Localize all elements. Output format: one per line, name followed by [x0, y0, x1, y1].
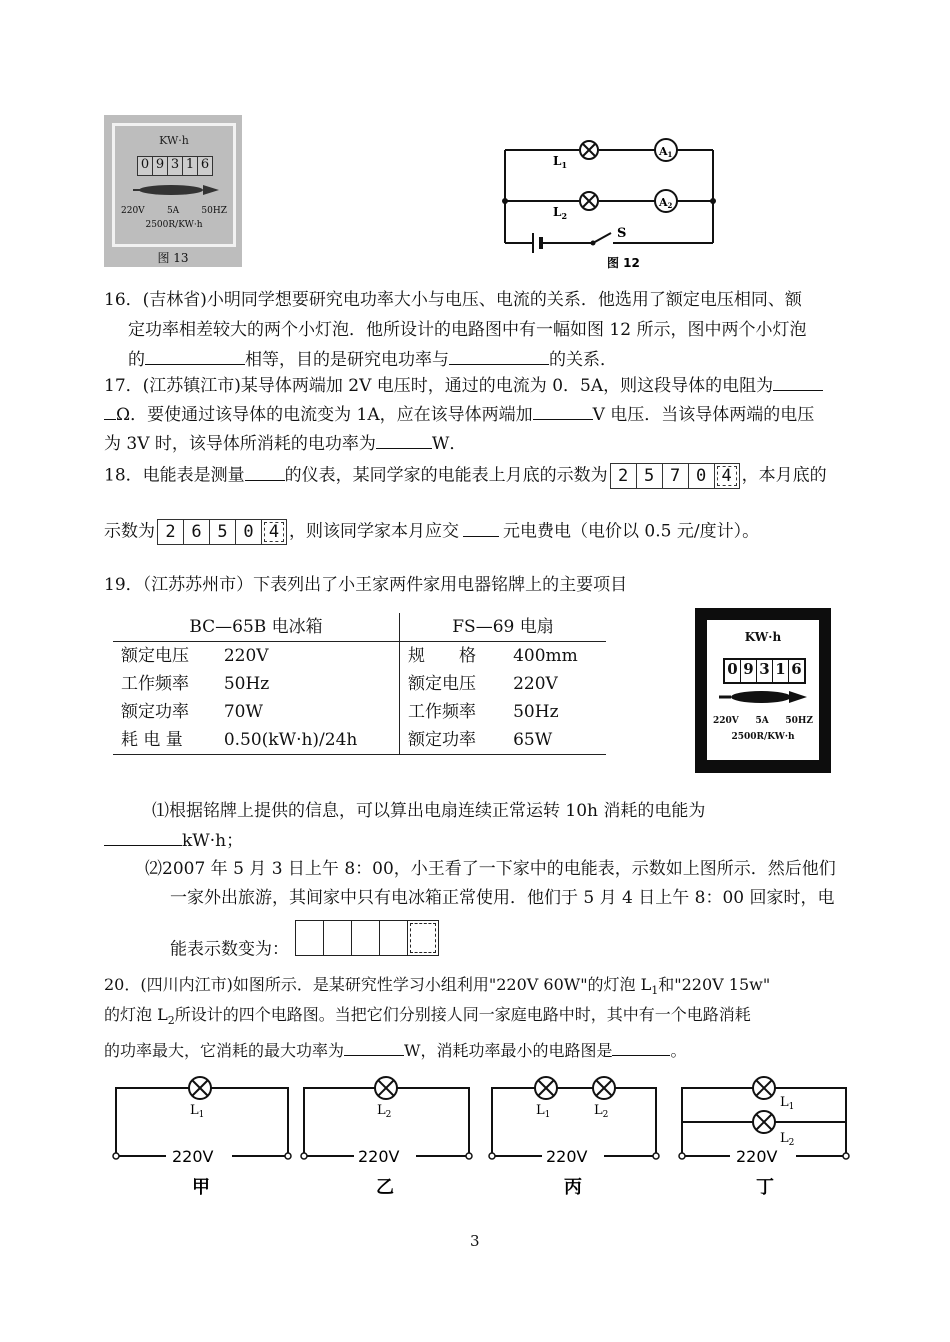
meter-rate: 2500R/KW·h [145, 220, 203, 230]
meter-digit: 0 [138, 157, 153, 175]
meter-digit: 3 [757, 660, 773, 682]
q17-line3 [104, 432, 466, 456]
meter-disc-icon [717, 688, 809, 706]
cell: 50Hz [513, 702, 559, 722]
lamp-L2-label: $L_2$ [780, 1131, 795, 1148]
circuit-voltage: 220V [358, 1147, 400, 1166]
q19-part1-answer [104, 829, 243, 853]
q17-blank-1-cont[interactable] [104, 404, 116, 420]
meter-face [707, 620, 819, 760]
meter-specs [121, 206, 227, 216]
digit: 5 [637, 464, 663, 488]
meter-unit: KW·h [744, 630, 782, 644]
q19-part1: ⑴根据铭牌上提供的信息，可以算出电扇连续正常运转 10h 消耗的电能为 [152, 801, 706, 821]
meter-digit: 9 [741, 660, 757, 682]
meter-voltage: 220V [121, 206, 145, 216]
cell: 0.50(kW·h)/24h [216, 726, 400, 755]
fridge-header: BC—65B 电冰箱 [113, 613, 400, 642]
digit: 7 [663, 464, 689, 488]
meter-digits [723, 658, 806, 684]
appliance-nameplate-table [113, 613, 606, 755]
cell: 400mm [513, 646, 578, 666]
cell: 额定电压 [408, 674, 476, 694]
q17-text: 为 3V 时，该导体所消耗的电功率为 [104, 434, 376, 454]
q17-blank-3[interactable] [376, 433, 432, 449]
cell: 耗 电 量 [113, 726, 216, 755]
table-row [113, 670, 606, 698]
meter-digit: 6 [791, 660, 802, 678]
q18-blank-1[interactable] [245, 465, 285, 481]
meter-unit: KW·h [159, 134, 189, 147]
table-row [113, 726, 606, 755]
q18-text: 示数为 [104, 521, 155, 542]
ammeter-A1-label: A1 [659, 145, 673, 159]
meter-digits [137, 156, 213, 176]
switch-S-label: S [617, 226, 627, 241]
q18-text: ，则该同学家本月应交 [289, 521, 459, 542]
q20-text: 的灯泡 L [104, 1005, 168, 1024]
lamp-L2-label: $L_2$ [553, 205, 568, 221]
meter-rate: 2500R/KW·h [731, 732, 795, 742]
circuit-label-ding: 丁 [756, 1177, 774, 1198]
q20-blank-1[interactable] [344, 1040, 404, 1056]
meter-reading-last-month [610, 463, 740, 489]
q16-blank-1[interactable] [145, 349, 245, 365]
lamp-L2-label: $L_2$ [377, 1103, 392, 1120]
q20-blank-2[interactable] [612, 1040, 670, 1056]
meter-digit: 9 [153, 157, 168, 175]
q16-line3 [128, 348, 617, 372]
q17-line2 [104, 403, 814, 427]
circuit-voltage: 220V [172, 1147, 214, 1166]
q20-text: W，消耗功率最小的电路图是 [404, 1041, 613, 1060]
q18-text: ，本月底的 [741, 465, 827, 486]
meter-digit: 3 [168, 157, 183, 175]
q20-subscript: 1 [651, 984, 659, 998]
q19-intro: 19．（江苏苏州市）下表列出了小王家两件家用电器铭牌上的主要项目 [104, 575, 628, 595]
meter-digit: 0 [725, 660, 741, 682]
q18-line1 [104, 463, 827, 489]
cell: 额定功率 [400, 726, 506, 755]
cell: 70W [216, 698, 400, 726]
q16-blank-2[interactable] [449, 349, 549, 365]
digit: 4 [717, 466, 737, 486]
q19-part2-line3 [170, 932, 439, 968]
digit: 6 [184, 520, 210, 544]
q18-blank-2[interactable] [463, 521, 499, 537]
meter-current: 5A [755, 716, 769, 726]
circuit-label-bing: 丙 [564, 1177, 582, 1198]
q17-blank-2[interactable] [533, 404, 593, 420]
q19-text: 能表示数变为： [170, 939, 289, 960]
q17-line1 [104, 374, 823, 398]
circuit-label-yi: 乙 [376, 1177, 394, 1198]
lamp-L1-label: $L_1$ [553, 154, 568, 170]
q20-text: 。 [670, 1041, 687, 1060]
q19-meter-photo [695, 608, 831, 773]
digit: 0 [236, 520, 262, 544]
q20-text: 所设计的四个电路图。当把它们分别接人同一家庭电路中时，其中有一个电路消耗 [174, 1005, 751, 1024]
q20-text: 的功率最大，它消耗的最大功率为 [104, 1041, 345, 1060]
q20-line1 [104, 973, 770, 1003]
q18-line2 [104, 519, 759, 545]
q20-line2 [104, 1003, 751, 1033]
digit: 2 [158, 520, 184, 544]
meter-digit: 6 [200, 157, 210, 172]
figure12-circuit [495, 135, 725, 275]
q20-circuits [104, 1068, 854, 1198]
q18-text: 18．电能表是测量 [104, 465, 245, 486]
cell: 220V [513, 674, 558, 694]
circuit-label-jia: 甲 [192, 1177, 210, 1198]
page-number: 3 [470, 1232, 480, 1250]
cell: 工作频率 [121, 674, 189, 694]
lamp-L2-label: $L_2$ [594, 1103, 609, 1120]
cell: 220V [216, 642, 400, 671]
digit: 0 [689, 464, 715, 488]
q17-text: Ω．要使通过该导体的电流变为 1A，应在该导体两端加 [116, 405, 533, 425]
q19-part2-line1: ⑵2007 年 5 月 3 日上午 8：00，小王看了一下家中的电能表，示数如上图所示．然后他们 [145, 859, 836, 879]
digit: 2 [611, 464, 637, 488]
q16-text: 的关系． [549, 350, 617, 370]
q17-text: V 电压．当该导体两端的电压 [592, 405, 815, 425]
figure12-caption: 图 12 [607, 256, 640, 270]
q20-text: 20．(四川内江市)如图所示．是某研究性学习小组利用"220V 60W"的灯泡 L [104, 975, 652, 994]
cell: 50Hz [216, 670, 400, 698]
circuit-voltage: 220V [546, 1147, 588, 1166]
figure13-meter-photo [104, 115, 242, 267]
table-row [113, 698, 606, 726]
lamp-L1-label: $L_1$ [190, 1103, 205, 1120]
q20-line3 [104, 1039, 686, 1063]
meter-voltage: 220V [713, 716, 739, 726]
q18-text: 的仪表，某同学家的电能表上月底的示数为 [284, 465, 608, 486]
digit: 4 [264, 522, 284, 542]
meter-current: 5A [166, 206, 180, 216]
table-row [113, 642, 606, 671]
q16-line1: 16．(吉林省)小明同学想要研究电功率大小与电压、电流的关系．他选用了额定电压相同、额 [104, 290, 802, 310]
cell: 额定电压 [121, 646, 189, 666]
ammeter-A2-label: A2 [659, 196, 673, 210]
meter-reading-this-month [157, 519, 287, 545]
q16-text: 的 [128, 350, 145, 370]
cell: 工作频率 [408, 702, 476, 722]
meter-disc-icon [129, 182, 221, 198]
cell: 规 格 [408, 646, 476, 666]
meter-frequency: 50HZ [785, 716, 813, 726]
q19-blank-1[interactable] [104, 830, 182, 846]
circuit-voltage: 220V [736, 1147, 778, 1166]
meter-frequency: 50HZ [201, 206, 227, 216]
digit: 5 [210, 520, 236, 544]
lamp-L1-label: $L_1$ [780, 1095, 795, 1112]
cell: 额定功率 [121, 702, 189, 722]
lamp-L1-label: $L_1$ [536, 1103, 551, 1120]
q19-part2-line2: 一家外出旅游，其间家中只有电冰箱正常使用．他们于 5 月 4 日上午 8：00 回家时，电 [170, 888, 835, 908]
meter-specs [713, 716, 813, 726]
meter-digit: 1 [773, 660, 789, 682]
meter-reading-answer-box[interactable] [295, 920, 439, 956]
q17-text: W． [431, 434, 467, 454]
q19-text: kW·h； [182, 831, 244, 851]
q20-text: 和"220V 15w" [658, 975, 771, 994]
q16-line2: 定功率相差较大的两个小灯泡．他所设计的电路图中有一幅如图 12 所示，图中两个小灯泡 [128, 320, 807, 340]
q16-text: 相等，目的是研究电功率与 [245, 350, 449, 370]
meter-frame [112, 123, 236, 247]
q17-text: 17．(江苏镇江市)某导体两端加 2V 电压时，通过的电流为 0．5A，则这段导体的电阻为 [104, 376, 774, 396]
fan-header: FS—69 电扇 [400, 613, 607, 642]
q20-subscript: 2 [167, 1014, 175, 1028]
cell: 65W [505, 726, 606, 755]
meter-digit: 1 [183, 157, 198, 175]
q17-blank-1[interactable] [773, 375, 823, 391]
figure13-caption: 图 13 [157, 251, 189, 265]
q18-text: 元电费电（电价以 0.5 元/度计）。 [503, 521, 760, 542]
